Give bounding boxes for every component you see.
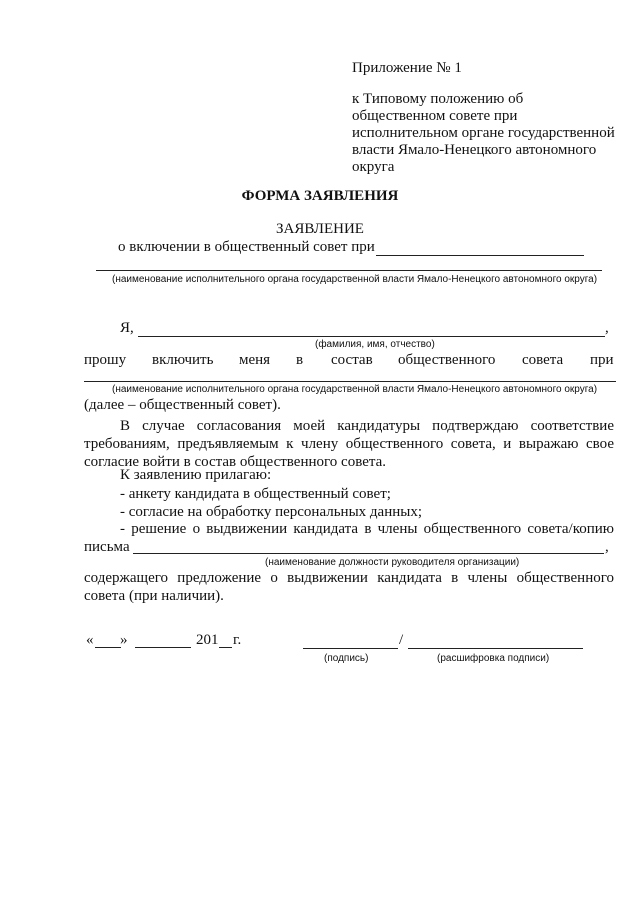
signature-decode-hint: (расшифровка подписи) [437, 653, 550, 664]
request-word: совета [522, 352, 564, 368]
request-word: в [296, 352, 304, 368]
request-word: общественного [398, 352, 496, 368]
statement-title: ЗАЯВЛЕНИЕ [276, 221, 364, 237]
paragraph-line: В случае согласования моей кандидатуры подтверждаю соответствие [120, 418, 614, 434]
continuation-line: содержащего предложение о выдвижении кандидата в члены общественного [84, 570, 614, 586]
date-year-suffix: г. [233, 632, 242, 648]
date-year-field[interactable] [219, 647, 232, 648]
council-body-field[interactable] [376, 255, 584, 256]
letter-hint: (наименование должности руководителя организации) [265, 557, 520, 568]
attachments-intro: К заявлению прилагаю: [120, 467, 272, 483]
date-year-prefix: 201 [196, 632, 219, 648]
after-council-text: (далее – общественный совет). [84, 397, 281, 413]
signature-field[interactable] [303, 648, 398, 649]
letter-label: письма [84, 539, 130, 555]
date-month-field[interactable] [135, 647, 191, 648]
attachment-item: - решение о выдвижении кандидата в члены общественного совета/копию [120, 521, 614, 537]
signature-hint: (подпись) [324, 653, 369, 664]
attachment-item: - анкету кандидата в общественный совет; [120, 486, 391, 502]
date-close-quote: » [120, 632, 128, 648]
paragraph-line: требованиям, предъявляемым к члену общественного совета, и выражаю свое [84, 436, 614, 452]
request-word: меня [239, 352, 271, 368]
continuation-line: совета (при наличии). [84, 588, 224, 604]
appendix-line: округа [352, 159, 395, 175]
request-word: при [590, 352, 614, 368]
date-open-quote: « [86, 632, 94, 648]
letter-comma: , [605, 539, 609, 555]
date-day-field[interactable] [95, 647, 121, 648]
applicant-hint: (фамилия, имя, отчество) [315, 339, 435, 350]
appendix-title: Приложение № 1 [352, 60, 462, 76]
appendix-line: власти Ямало-Ненецкого автономного [352, 142, 597, 158]
appendix-description [352, 91, 637, 176]
body-name-field[interactable] [96, 270, 602, 271]
body-name-hint: (наименование исполнительного органа государственной власти Ямало-Ненецкого автономного округа) [112, 274, 598, 285]
statement-subtitle: о включении в общественный совет при [118, 239, 375, 255]
signature-slash: / [399, 632, 404, 648]
signature-decode-field[interactable] [408, 648, 583, 649]
appendix-line: к Типовому положению об [352, 91, 524, 107]
body-name-field-2[interactable] [84, 381, 616, 382]
applicant-name-field[interactable] [138, 336, 605, 337]
appendix-line: исполнительном органе государственной [352, 125, 615, 141]
request-word: состав [331, 352, 373, 368]
applicant-comma: , [605, 320, 609, 336]
applicant-label: Я, [120, 320, 134, 336]
paragraph-line: согласие войти в состав общественного совета. [84, 454, 386, 470]
body-name-hint-2: (наименование исполнительного органа государственной власти Ямало-Ненецкого автономного округа) [112, 384, 598, 395]
form-title: ФОРМА ЗАЯВЛЕНИЯ [241, 188, 399, 204]
request-word: включить [152, 352, 214, 368]
request-word: прошу [84, 352, 127, 368]
attachment-item: - согласие на обработку персональных данных; [120, 504, 422, 520]
appendix-line: общественном совете при [352, 108, 518, 124]
letter-field[interactable] [133, 553, 604, 554]
